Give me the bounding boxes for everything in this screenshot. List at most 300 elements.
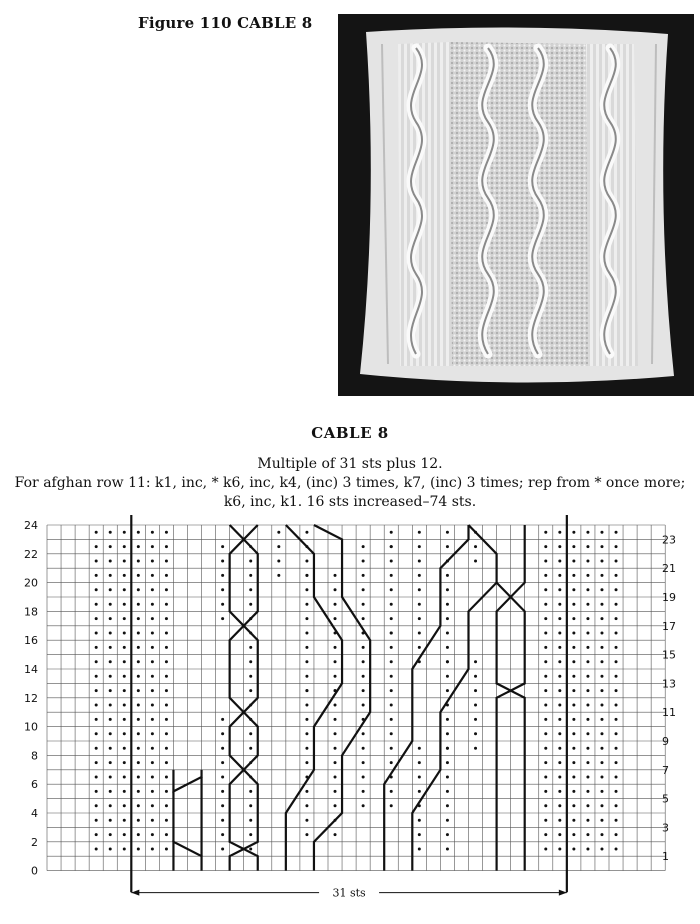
- purl-dot: [123, 588, 126, 591]
- purl-dot: [137, 588, 140, 591]
- purl-dot: [95, 588, 98, 591]
- row-label-left: 20: [24, 576, 38, 590]
- purl-dot: [305, 704, 308, 707]
- purl-dot: [390, 704, 393, 707]
- purl-dot: [151, 675, 154, 678]
- purl-dot: [362, 574, 365, 577]
- purl-dot: [362, 646, 365, 649]
- repeat-indicator: [131, 887, 567, 900]
- purl-dot: [221, 790, 224, 793]
- purl-dot: [123, 704, 126, 707]
- purl-dot: [586, 718, 589, 721]
- arrowhead-left: [131, 890, 139, 896]
- purl-dot: [109, 848, 112, 851]
- purl-dot: [544, 560, 547, 563]
- purl-dot: [334, 833, 337, 836]
- purl-dot: [544, 761, 547, 764]
- purl-dot: [123, 545, 126, 548]
- purl-dot: [586, 833, 589, 836]
- purl-dot: [615, 660, 618, 663]
- purl-dot: [615, 704, 618, 707]
- purl-dot: [474, 560, 477, 563]
- purl-dot: [572, 704, 575, 707]
- purl-dot: [305, 531, 308, 534]
- purl-dot: [586, 545, 589, 548]
- row-label-right: 13: [662, 677, 676, 691]
- purl-dot: [615, 689, 618, 692]
- purl-dot: [151, 732, 154, 735]
- purl-dot: [221, 761, 224, 764]
- purl-dot: [305, 660, 308, 663]
- purl-dot: [615, 718, 618, 721]
- purl-dot: [446, 603, 449, 606]
- pattern-title: CABLE 8: [311, 424, 389, 442]
- purl-dot: [544, 675, 547, 678]
- row-label-left: 2: [31, 835, 38, 849]
- purl-dot: [600, 833, 603, 836]
- purl-dot: [558, 761, 561, 764]
- purl-dot: [123, 560, 126, 563]
- purl-dot: [123, 761, 126, 764]
- purl-dot: [137, 718, 140, 721]
- purl-dot: [123, 574, 126, 577]
- purl-dot: [586, 675, 589, 678]
- purl-dot: [165, 588, 168, 591]
- row-label-left: 10: [24, 720, 38, 734]
- purl-dot: [123, 804, 126, 807]
- purl-dot: [558, 646, 561, 649]
- purl-dot: [362, 804, 365, 807]
- purl-dot: [137, 660, 140, 663]
- purl-dot: [446, 675, 449, 678]
- purl-dot: [334, 660, 337, 663]
- purl-dot: [305, 574, 308, 577]
- purl-dot: [615, 531, 618, 534]
- purl-dot: [586, 761, 589, 764]
- purl-dot: [95, 732, 98, 735]
- purl-dot: [123, 833, 126, 836]
- purl-dot: [600, 848, 603, 851]
- knitted-cable-swatch-photo: [338, 14, 694, 396]
- purl-dot: [362, 545, 365, 548]
- purl-dot: [474, 732, 477, 735]
- repeat-label: 31 sts: [332, 886, 366, 900]
- purl-dot: [151, 776, 154, 779]
- purl-dot: [600, 689, 603, 692]
- purl-dot: [123, 819, 126, 822]
- purl-dot: [572, 632, 575, 635]
- purl-dot: [586, 689, 589, 692]
- purl-dot: [123, 632, 126, 635]
- purl-dot: [572, 588, 575, 591]
- purl-dot: [334, 588, 337, 591]
- purl-dot: [362, 560, 365, 563]
- figure-caption: Figure 110 CABLE 8: [138, 14, 313, 32]
- purl-dot: [151, 819, 154, 822]
- purl-dot: [544, 704, 547, 707]
- purl-dot: [474, 660, 477, 663]
- purl-dot: [123, 617, 126, 620]
- purl-dot: [95, 632, 98, 635]
- purl-dot: [600, 588, 603, 591]
- purl-dot: [123, 790, 126, 793]
- purl-dot: [558, 718, 561, 721]
- purl-dot: [390, 689, 393, 692]
- purl-dot: [123, 689, 126, 692]
- purl-dot: [109, 704, 112, 707]
- purl-dot: [151, 617, 154, 620]
- purl-dot: [544, 819, 547, 822]
- row-label-right: 1: [662, 850, 669, 864]
- purl-dot: [446, 732, 449, 735]
- purl-dot: [544, 574, 547, 577]
- purl-dot: [137, 704, 140, 707]
- purl-dot: [109, 660, 112, 663]
- purl-dot: [544, 545, 547, 548]
- purl-dot: [165, 833, 168, 836]
- purl-dot: [109, 574, 112, 577]
- purl-dot: [390, 617, 393, 620]
- purl-dot: [137, 819, 140, 822]
- purl-dot: [334, 603, 337, 606]
- purl-dot: [572, 689, 575, 692]
- row-label-left: 24: [24, 519, 38, 532]
- purl-dot: [165, 603, 168, 606]
- purl-dot: [362, 617, 365, 620]
- purl-dot: [151, 848, 154, 851]
- purl-dot: [95, 819, 98, 822]
- purl-dot: [137, 689, 140, 692]
- purl-dot: [137, 761, 140, 764]
- purl-dot: [95, 646, 98, 649]
- purl-dot: [390, 732, 393, 735]
- purl-dot: [109, 603, 112, 606]
- purl-dot: [123, 646, 126, 649]
- purl-dot: [390, 531, 393, 534]
- purl-dot: [137, 790, 140, 793]
- purl-dot: [249, 560, 252, 563]
- purl-dot: [137, 574, 140, 577]
- instruction-line-3: k6, inc, k1. 16 sts increased–74 sts.: [223, 494, 477, 510]
- purl-dot: [586, 560, 589, 563]
- purl-dot: [446, 689, 449, 692]
- purl-dot: [165, 574, 168, 577]
- purl-dot: [600, 790, 603, 793]
- purl-dot: [418, 790, 421, 793]
- purl-dot: [474, 545, 477, 548]
- purl-dot: [109, 718, 112, 721]
- purl-dot: [586, 588, 589, 591]
- instruction-line-2: For afghan row 11: k1, inc, * k6, inc, k4, (inc) 3 times, k7, (inc) 3 times; rep from * once more;: [14, 475, 686, 491]
- purl-dot: [109, 588, 112, 591]
- purl-dot: [572, 660, 575, 663]
- purl-dot: [221, 833, 224, 836]
- purl-dot: [95, 675, 98, 678]
- purl-dot: [572, 833, 575, 836]
- purl-dot: [305, 718, 308, 721]
- purl-dot: [221, 545, 224, 548]
- purl-dot: [418, 603, 421, 606]
- purl-dot: [334, 804, 337, 807]
- row-label-right: 7: [662, 763, 669, 777]
- purl-dot: [277, 560, 280, 563]
- purl-dot: [558, 804, 561, 807]
- purl-dot: [334, 732, 337, 735]
- purl-dot: [165, 646, 168, 649]
- purl-dot: [221, 718, 224, 721]
- purl-dot: [544, 646, 547, 649]
- purl-dot: [600, 574, 603, 577]
- purl-dot: [446, 819, 449, 822]
- purl-dot: [446, 646, 449, 649]
- purl-dot: [615, 790, 618, 793]
- purl-dot: [109, 833, 112, 836]
- purl-dot: [165, 848, 168, 851]
- purl-dot: [305, 588, 308, 591]
- purl-dot: [137, 732, 140, 735]
- arrowhead-right: [559, 890, 567, 896]
- purl-dot: [600, 560, 603, 563]
- purl-dot: [221, 603, 224, 606]
- purl-dot: [558, 545, 561, 548]
- purl-dot: [446, 617, 449, 620]
- purl-dot: [586, 819, 589, 822]
- purl-dot: [305, 761, 308, 764]
- purl-dot: [123, 747, 126, 750]
- purl-dot: [390, 560, 393, 563]
- purl-dot: [137, 545, 140, 548]
- purl-dot: [544, 603, 547, 606]
- purl-dot: [600, 617, 603, 620]
- purl-dot: [221, 776, 224, 779]
- purl-dot: [362, 689, 365, 692]
- purl-dot: [446, 574, 449, 577]
- purl-dot: [165, 790, 168, 793]
- purl-dot: [558, 531, 561, 534]
- purl-dot: [249, 646, 252, 649]
- purl-dot: [390, 574, 393, 577]
- purl-dot: [390, 747, 393, 750]
- purl-dot: [558, 675, 561, 678]
- row-label-left: 18: [24, 605, 38, 619]
- purl-dot: [572, 603, 575, 606]
- purl-dot: [165, 761, 168, 764]
- purl-dot: [615, 747, 618, 750]
- purl-dot: [446, 660, 449, 663]
- purl-dot: [615, 804, 618, 807]
- purl-dot: [249, 848, 252, 851]
- purl-dot: [544, 689, 547, 692]
- purl-dot: [572, 574, 575, 577]
- purl-dot: [109, 819, 112, 822]
- purl-dot: [249, 603, 252, 606]
- purl-dot: [600, 804, 603, 807]
- row-label-left: 6: [31, 778, 38, 792]
- purl-dot: [586, 704, 589, 707]
- purl-dot: [362, 588, 365, 591]
- purl-dot: [221, 819, 224, 822]
- purl-dot: [544, 804, 547, 807]
- purl-dot: [418, 545, 421, 548]
- purl-dot: [221, 804, 224, 807]
- purl-dot: [305, 790, 308, 793]
- purl-dot: [165, 531, 168, 534]
- purl-dot: [558, 689, 561, 692]
- purl-dot: [600, 632, 603, 635]
- purl-dot: [615, 574, 618, 577]
- purl-dot: [558, 588, 561, 591]
- purl-dot: [123, 675, 126, 678]
- purl-dot: [109, 617, 112, 620]
- purl-dot: [277, 531, 280, 534]
- purl-dot: [572, 675, 575, 678]
- purl-dot: [544, 776, 547, 779]
- purl-dot: [249, 574, 252, 577]
- purl-dot: [474, 704, 477, 707]
- purl-dot: [137, 646, 140, 649]
- purl-dot: [334, 704, 337, 707]
- purl-dot: [558, 704, 561, 707]
- purl-dot: [277, 545, 280, 548]
- purl-dot: [600, 704, 603, 707]
- purl-dot: [109, 776, 112, 779]
- purl-dot: [362, 732, 365, 735]
- purl-dot: [334, 675, 337, 678]
- purl-dot: [249, 660, 252, 663]
- purl-dot: [418, 848, 421, 851]
- purl-dot: [390, 718, 393, 721]
- purl-dot: [95, 747, 98, 750]
- purl-dot: [572, 790, 575, 793]
- purl-dot: [558, 617, 561, 620]
- purl-dot: [418, 776, 421, 779]
- purl-dot: [572, 560, 575, 563]
- purl-dot: [572, 761, 575, 764]
- purl-dot: [446, 761, 449, 764]
- purl-dot: [137, 617, 140, 620]
- purl-dot: [305, 689, 308, 692]
- purl-dot: [109, 560, 112, 563]
- row-label-left: 16: [24, 634, 38, 648]
- purl-dot: [615, 560, 618, 563]
- row-label-left: 4: [31, 807, 38, 820]
- purl-dot: [95, 804, 98, 807]
- purl-dot: [249, 675, 252, 678]
- purl-dot: [95, 848, 98, 851]
- purl-dot: [123, 718, 126, 721]
- purl-dot: [586, 776, 589, 779]
- purl-dot: [95, 776, 98, 779]
- purl-dot: [334, 574, 337, 577]
- purl-dot: [390, 603, 393, 606]
- purl-dot: [418, 747, 421, 750]
- purl-dot: [615, 732, 618, 735]
- purl-dot: [615, 776, 618, 779]
- purl-dot: [418, 632, 421, 635]
- purl-dot: [109, 732, 112, 735]
- purl-dot: [615, 819, 618, 822]
- row-label-left: 8: [31, 749, 38, 763]
- purl-dot: [165, 819, 168, 822]
- purl-dot: [586, 646, 589, 649]
- purl-dot: [418, 531, 421, 534]
- row-label-right: 11: [662, 706, 676, 720]
- row-label-right: 21: [662, 562, 676, 576]
- purl-dot: [165, 704, 168, 707]
- purl-dot: [572, 646, 575, 649]
- purl-dot: [165, 689, 168, 692]
- purl-dot: [572, 804, 575, 807]
- purl-dot: [446, 776, 449, 779]
- purl-dot: [586, 804, 589, 807]
- purl-dot: [109, 761, 112, 764]
- knitted-swatch-photo: [338, 14, 694, 396]
- purl-dot: [165, 732, 168, 735]
- purl-dot: [95, 761, 98, 764]
- purl-dot: [600, 675, 603, 678]
- purl-dot: [362, 747, 365, 750]
- purl-dot: [362, 790, 365, 793]
- purl-dot: [572, 531, 575, 534]
- purl-dot: [615, 833, 618, 836]
- purl-dot: [151, 531, 154, 534]
- purl-dot: [572, 617, 575, 620]
- purl-dot: [586, 531, 589, 534]
- purl-dot: [558, 574, 561, 577]
- purl-dot: [544, 718, 547, 721]
- purl-dot: [418, 574, 421, 577]
- purl-dot: [390, 761, 393, 764]
- purl-dot: [446, 588, 449, 591]
- purl-dot: [586, 660, 589, 663]
- purl-dot: [221, 588, 224, 591]
- row-label-right: 3: [662, 821, 669, 835]
- purl-dot: [221, 732, 224, 735]
- purl-dot: [249, 689, 252, 692]
- purl-dot: [137, 848, 140, 851]
- purl-dot: [446, 747, 449, 750]
- purl-dot: [558, 848, 561, 851]
- purl-dot: [362, 704, 365, 707]
- purl-dot: [249, 819, 252, 822]
- purl-dot: [558, 732, 561, 735]
- purl-dot: [109, 790, 112, 793]
- chart-grid: [47, 525, 665, 871]
- purl-dot: [586, 617, 589, 620]
- purl-dot: [151, 603, 154, 606]
- purl-dot: [600, 732, 603, 735]
- purl-dot: [586, 732, 589, 735]
- purl-dot: [615, 603, 618, 606]
- cable-chart: [0, 515, 700, 920]
- purl-dot: [362, 660, 365, 663]
- row-label-left: 0: [31, 864, 38, 878]
- purl-dot: [418, 588, 421, 591]
- row-label-left: 14: [24, 663, 38, 676]
- purl-dot: [558, 660, 561, 663]
- purl-dot: [586, 848, 589, 851]
- purl-dot: [572, 776, 575, 779]
- purl-dot: [109, 804, 112, 807]
- purl-dot: [305, 646, 308, 649]
- purl-dot: [586, 632, 589, 635]
- purl-dot: [109, 689, 112, 692]
- purl-dot: [615, 588, 618, 591]
- purl-dot: [615, 848, 618, 851]
- purl-dot: [95, 718, 98, 721]
- purl-dot: [362, 761, 365, 764]
- purl-dot: [95, 660, 98, 663]
